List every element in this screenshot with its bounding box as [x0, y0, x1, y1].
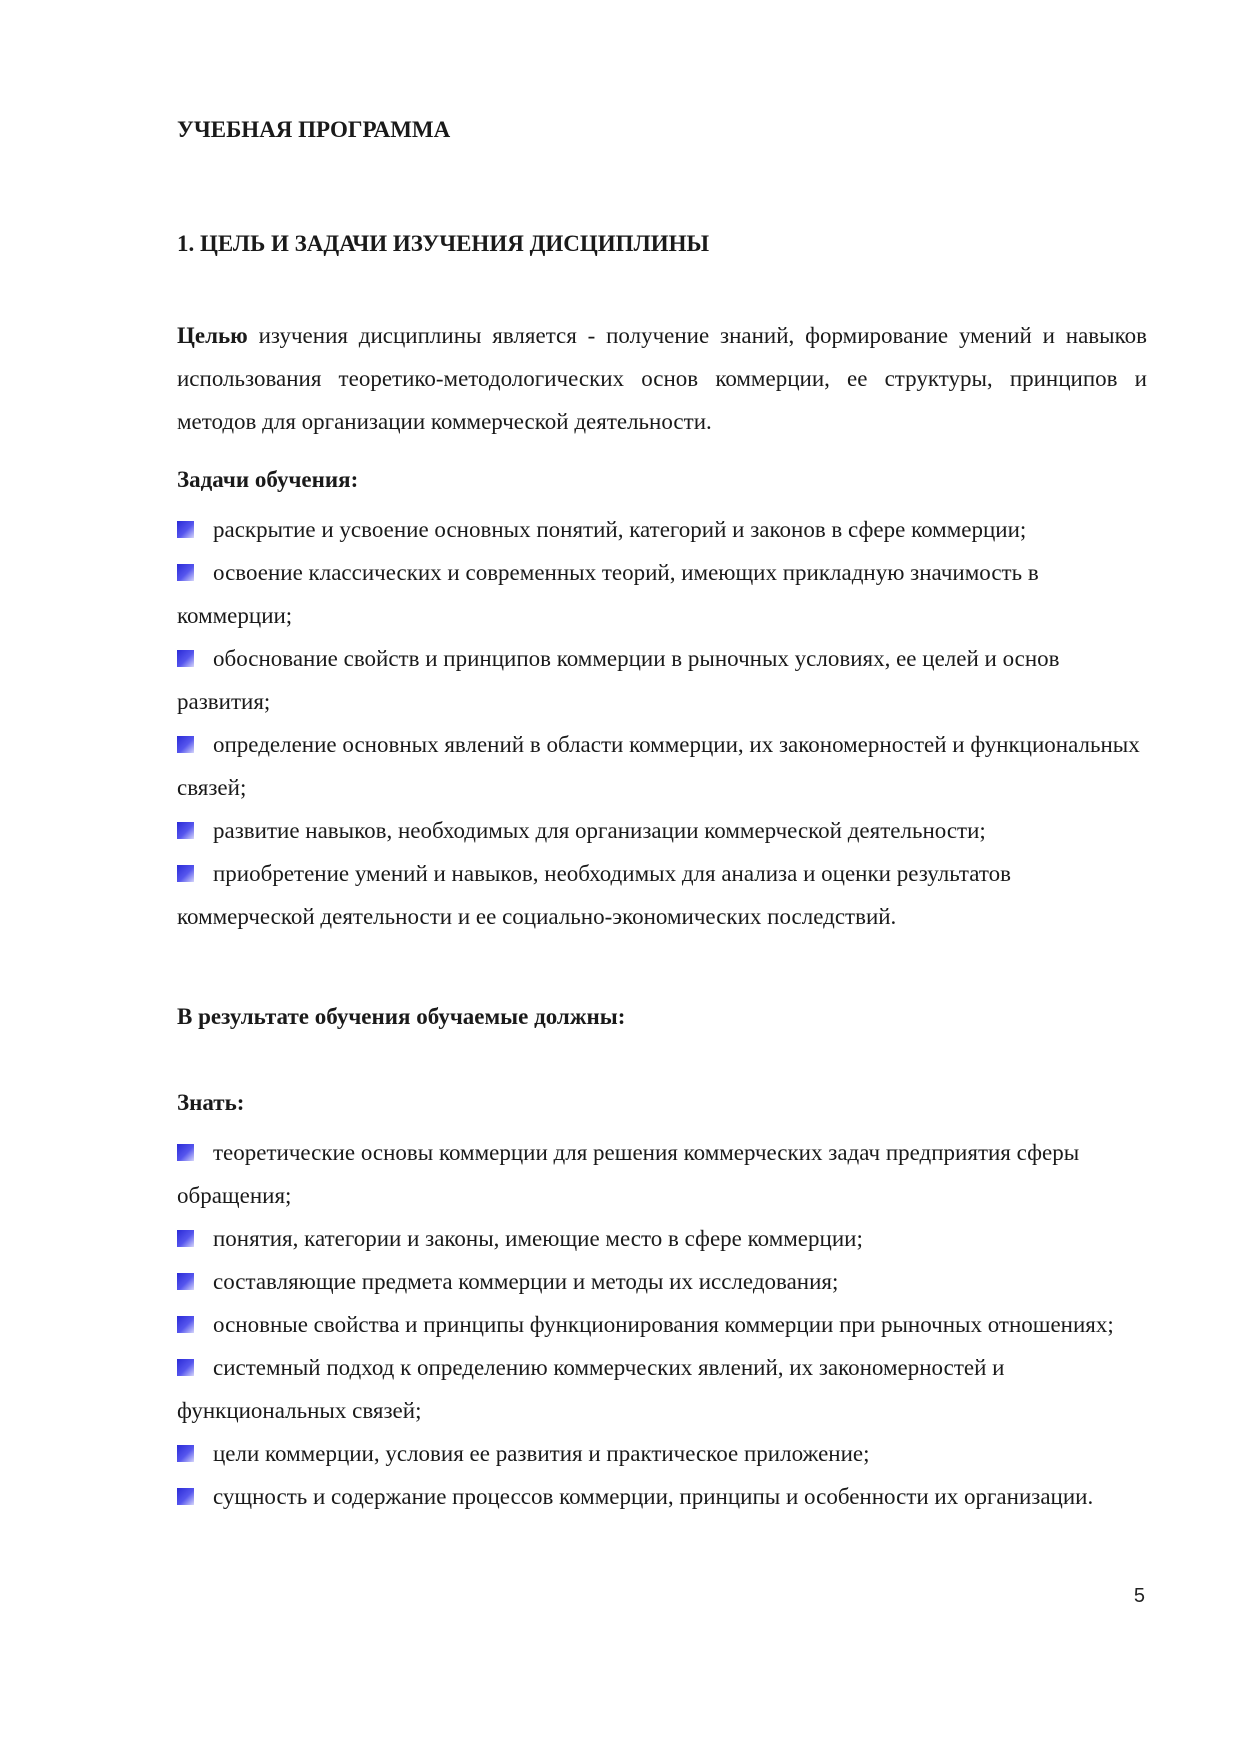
results-label: В результате обучения обучаемые должны: [177, 1004, 626, 1029]
list-item: цели коммерции, условия ее развития и практическое приложение; [177, 1432, 1147, 1475]
section-heading: 1. ЦЕЛЬ И ЗАДАЧИ ИЗУЧЕНИЯ ДИСЦИПЛИНЫ [177, 231, 710, 256]
know-label: Знать: [177, 1090, 245, 1115]
list-item: обоснование свойств и принципов коммерции в рыночных условиях, ее целей и основ развития; [177, 646, 1060, 714]
square-bullet-icon [177, 865, 194, 882]
square-bullet-icon [177, 1359, 194, 1376]
tasks-label: Задачи обучения: [177, 467, 359, 492]
document-page [177, 0, 1147, 1754]
tasks-list [177, 508, 1147, 938]
goal-lead: Целью [177, 323, 248, 348]
square-bullet-icon [177, 1445, 194, 1462]
square-bullet-icon [177, 1488, 194, 1505]
square-bullet-icon [177, 1144, 194, 1161]
goal-text: изучения дисциплины является - получение знаний, формирование умений и навыков использования теоретико-методологических основ коммерции, ее структуры, принципов и методов для организации коммерческой деятельности. [177, 323, 1147, 434]
square-bullet-icon [177, 1273, 194, 1290]
list-item: приобретение умений и навыков, необходимых для анализа и оценки результатов коммерческой деятельности и ее социально-экономических последствий. [177, 861, 1011, 929]
square-bullet-icon [177, 1316, 194, 1333]
list-item: системный подход к определению коммерческих явлений, их закономерностей и функциональных связей; [177, 1355, 1005, 1423]
list-item: освоение классических и современных теорий, имеющих прикладную значимость в коммерции; [177, 560, 1039, 628]
list-item: составляющие предмета коммерции и методы их исследования; [177, 1260, 1147, 1303]
list-item: основные свойства и принципы функционирования коммерции при рыночных отношениях; [177, 1303, 1147, 1346]
page-number: 5 [1133, 1585, 1145, 1607]
goal-paragraph [177, 314, 1147, 443]
square-bullet-icon [177, 564, 194, 581]
list-item: развитие навыков, необходимых для организации коммерческой деятельности; [177, 809, 1147, 852]
list-item: сущность и содержание процессов коммерции, принципы и особенности их организации. [177, 1475, 1147, 1518]
square-bullet-icon [177, 521, 194, 538]
know-list [177, 1131, 1147, 1518]
list-item: теоретические основы коммерции для решения коммерческих задач предприятия сферы обращения; [177, 1140, 1080, 1208]
list-item: определение основных явлений в области коммерции, их закономерностей и функциональных связей; [177, 732, 1140, 800]
list-item: понятия, категории и законы, имеющие место в сфере коммерции; [177, 1217, 1147, 1260]
list-item: раскрытие и усвоение основных понятий, категорий и законов в сфере коммерции; [177, 508, 1147, 551]
document-title: УЧЕБНАЯ ПРОГРАММА [177, 117, 451, 142]
square-bullet-icon [177, 650, 194, 667]
square-bullet-icon [177, 1230, 194, 1247]
square-bullet-icon [177, 822, 194, 839]
square-bullet-icon [177, 736, 194, 753]
